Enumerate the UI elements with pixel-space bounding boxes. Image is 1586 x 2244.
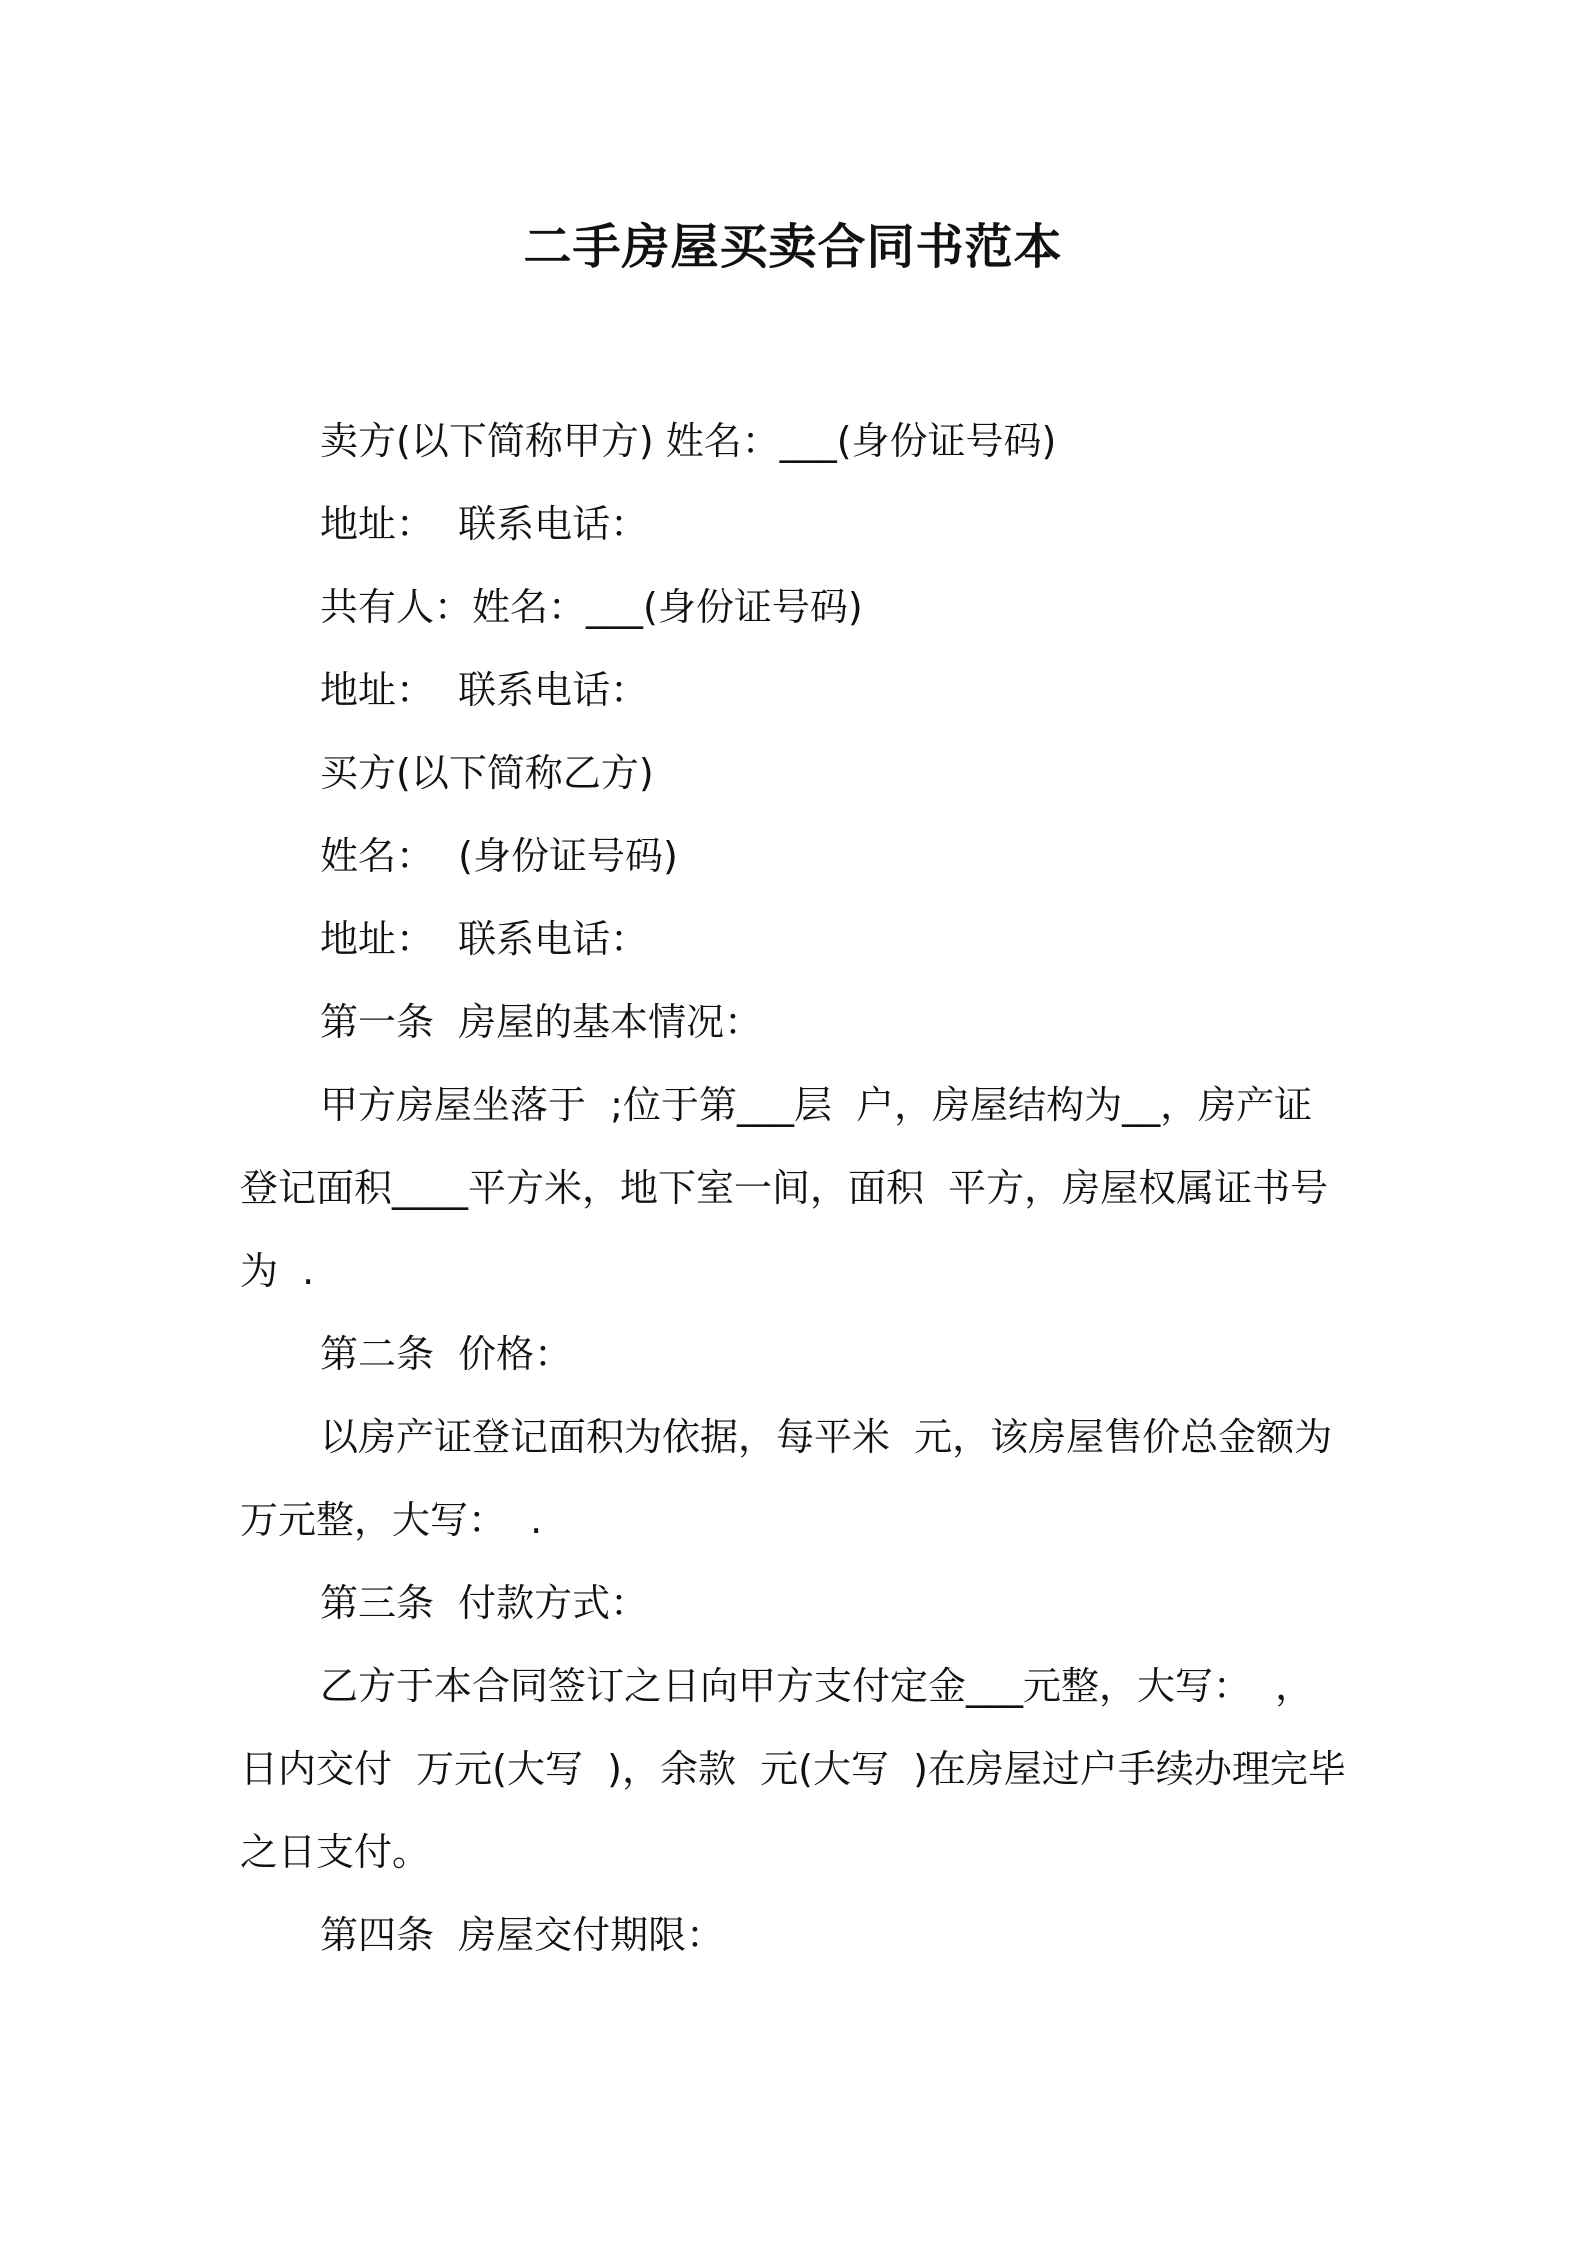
article-2-body: 以房产证登记面积为依据，每平米 元，该房屋售价总金额为 万元整，大写： . [240,1415,1357,1542]
buyer-name-line: 姓名： (身份证号码) [320,834,678,878]
article-1-body: 甲方房屋坐落于 ;位于第___层 户，房屋结构为__，房产证登记面积____平方米，地下室一间，面积 平方，房屋权属证书号为 . [240,1083,1329,1293]
seller-address-line: 地址： 联系电话： [320,502,649,546]
co-owner-name-line: 共有人：姓名：___(身份证号码) [320,585,863,629]
buyer-address-line: 地址： 联系电话： [320,917,649,961]
article-1-heading: 第一条 房屋的基本情况： [320,1000,763,1044]
buyer-heading-line: 买方(以下简称乙方) [320,751,654,795]
article-3-body: 乙方于本合同签订之日向甲方支付定金___元整，大写： ， 日内交付 万元(大写 )，余款 元(大写 )在房屋过户手续办理完毕之日支付。 [240,1664,1346,1874]
document-title: 二手房屋买卖合同书范本 [523,219,1063,275]
co-owner-address-line: 地址： 联系电话： [320,668,649,712]
article-3-heading: 第三条 付款方式： [320,1581,649,1625]
seller-name-line: 卖方(以下简称甲方) 姓名：___(身份证号码) [320,419,1057,463]
article-4-heading: 第四条 房屋交付期限： [320,1913,725,1957]
document-body [240,400,1357,1977]
article-2-heading: 第二条 价格： [320,1332,573,1376]
